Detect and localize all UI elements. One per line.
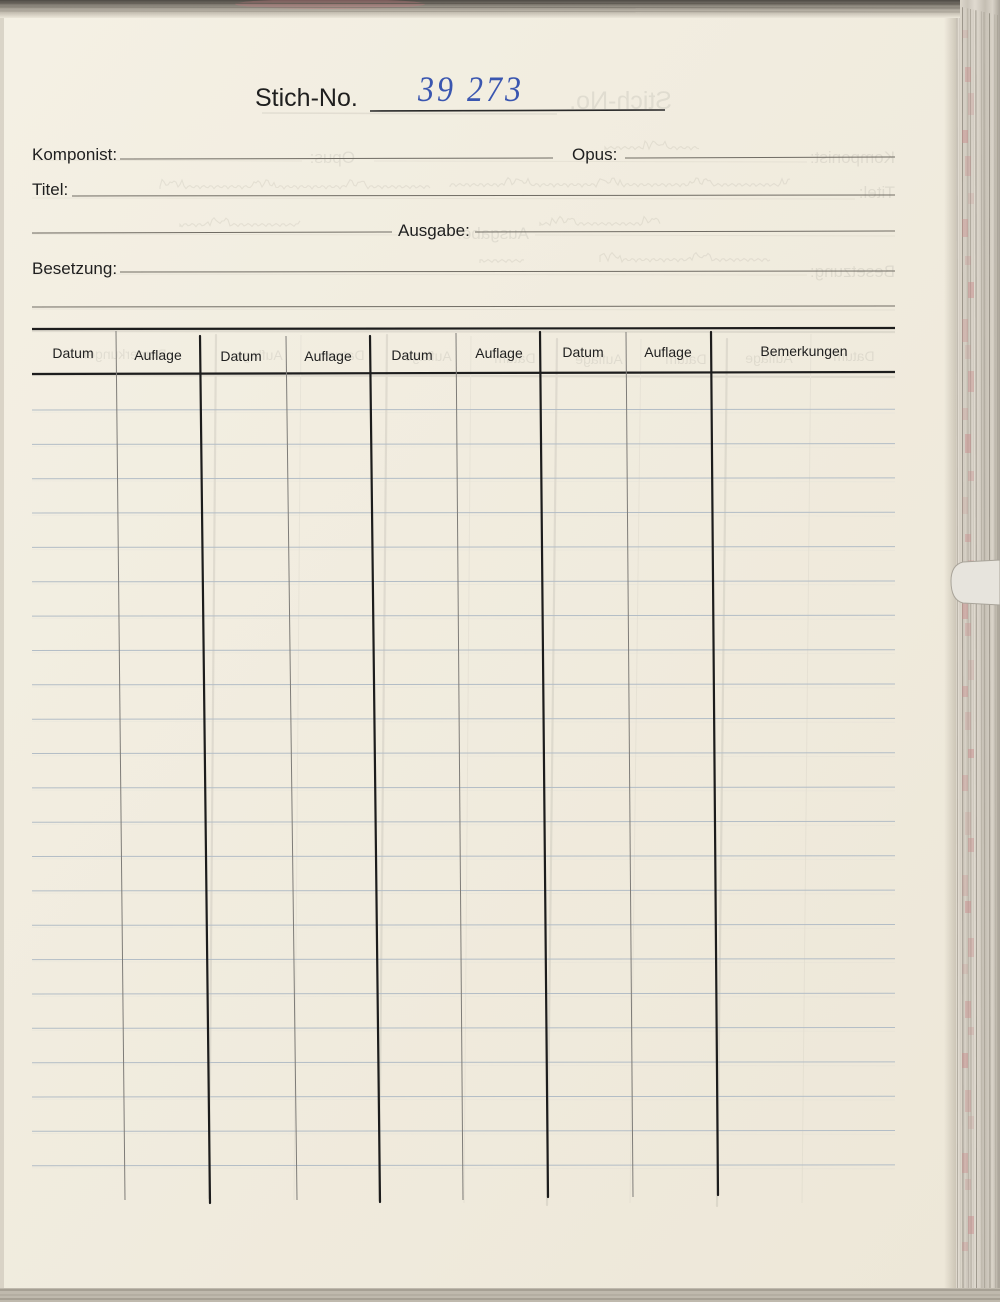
page-edge-red-mark [968,93,974,115]
page-edge-red-mark [965,1179,971,1190]
page-edge-red-mark [965,1090,971,1112]
ausgabe-label: Ausgabe: [398,221,470,240]
page-edge-red-mark [968,660,974,680]
paper-left-edge [0,15,4,1289]
page-edge-red-mark [965,901,971,913]
page-edge-red-mark [965,1001,971,1018]
page-edge-red-mark [962,319,968,342]
table-row-rule [32,856,895,857]
page-edge-red-mark [965,434,971,453]
column-header-auflage-2: Auflage [304,348,352,364]
column-header-datum-4: Datum [562,344,604,360]
column-header-auflage-4: Auflage [644,344,692,360]
page-edge-red-mark [962,686,968,697]
page-edge-red-mark [962,1053,968,1068]
page-edge-red-mark [962,30,968,38]
index-tab [951,560,1000,605]
table-row-rule [32,512,895,513]
page-edge-red-mark [968,1216,974,1234]
page-edge-red-mark [962,1242,968,1251]
page-edge-red-mark [962,497,968,514]
top-page-edge-stack [0,0,960,18]
komponist-label: Komponist: [32,145,118,164]
page-edge-red-mark [968,371,974,392]
column-header-auflage-3: Auflage [475,345,523,361]
page-edge-red-mark [965,156,971,176]
column-header-datum-3: Datum [391,347,433,363]
page-edge-red-mark [968,1027,974,1035]
page-edge-red-mark [962,408,968,420]
page-edge-red-mark [965,534,971,542]
page-edge-red-mark [962,1153,968,1173]
page-edge-red-mark [968,938,974,957]
table-top-border [32,328,895,329]
column-header-datum-2: Datum [220,348,262,364]
titel-label: Titel: [32,180,69,199]
page-edge-red-mark [968,282,974,298]
opus-label: Opus: [572,145,618,164]
page-edge-red-mark [962,775,968,791]
page-edge-red-mark [968,193,974,204]
page-edge-red-mark [962,964,968,974]
right-page-edge-stack [950,0,1000,1302]
besetzung-label: Besetzung: [32,259,118,278]
page-edge-red-mark [965,712,971,730]
page-edge-red-mark [968,749,974,758]
bottom-page-edge-stack [0,1288,1000,1302]
stich-no-label: Stich-No. [255,84,358,112]
page-edge-red-mark [962,219,968,237]
stich-no-handwritten-value: 39 273 [418,70,524,110]
column-header-auflage-1: Auflage [134,347,182,363]
page-edge-red-mark [968,471,974,481]
stich-no-underline [370,110,665,111]
page-edge-red-mark [962,875,968,896]
page-edge-red-mark [965,67,971,82]
column-header-bemerkungen: Bemerkungen [760,343,848,359]
column-header-datum-1: Datum [52,345,94,361]
page-edge-red-mark [965,256,971,265]
page-edge-red-mark [968,838,974,852]
page-edge-red-mark [965,623,971,636]
page-edge-red-mark [965,345,971,359]
paper-right-shadow [944,15,956,1289]
paper-sheet [0,15,956,1289]
page-edge-red-mark [965,812,971,835]
page-edge-red-mark [962,130,968,143]
page-edge-red-mark [968,1116,974,1129]
